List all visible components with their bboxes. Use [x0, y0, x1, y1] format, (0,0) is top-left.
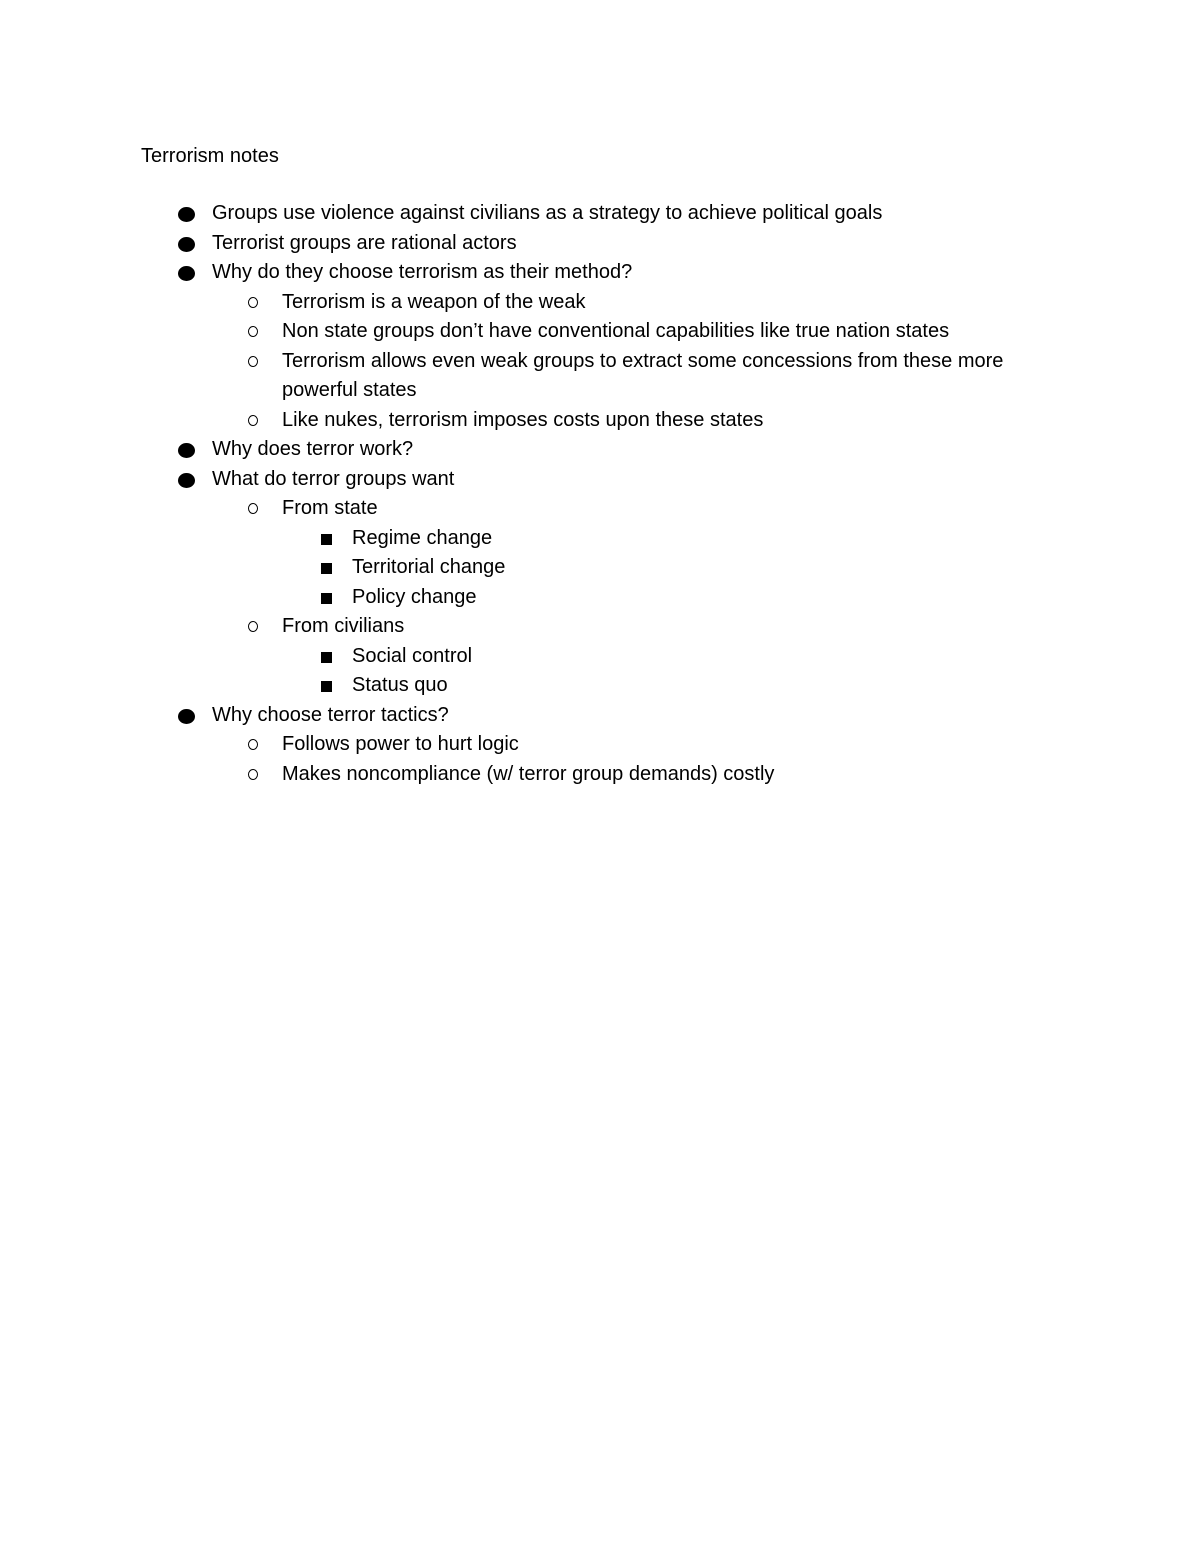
list-item [0, 494, 1200, 524]
list-item-text: Status quo [352, 674, 448, 696]
filled-square-bullet-icon [321, 563, 332, 574]
list-item [0, 435, 1200, 465]
list-item-text: From state [282, 497, 378, 519]
notes-list [0, 199, 1200, 789]
hollow-circle-bullet-icon [248, 503, 258, 514]
hollow-circle-bullet-icon [248, 621, 258, 632]
list-item [0, 701, 1200, 731]
list-item-text: Terrorism allows even weak groups to extract some concessions from these more powerful states [282, 349, 1004, 401]
filled-circle-bullet-icon [178, 207, 195, 222]
list-item-text: What do terror groups want [212, 467, 455, 490]
filled-square-bullet-icon [321, 593, 332, 604]
hollow-circle-bullet-icon [248, 356, 258, 367]
list-item [0, 583, 1200, 613]
list-item-text: Social control [352, 644, 473, 667]
list-item [0, 760, 1200, 790]
hollow-circle-bullet-icon [248, 415, 258, 426]
hollow-circle-bullet-icon [248, 326, 258, 337]
list-item-text: Like nukes, terrorism imposes costs upon these states [282, 408, 764, 431]
list-item-text: Territorial change [352, 556, 506, 578]
list-item [0, 199, 1200, 229]
list-item-text: Follows power to hurt logic [282, 733, 519, 755]
list-item [0, 288, 1200, 318]
filled-square-bullet-icon [321, 652, 332, 663]
list-item-text: Terrorism is a weapon of the weak [282, 290, 586, 313]
list-item [0, 229, 1200, 259]
list-item [0, 612, 1200, 642]
list-item-text: Why choose terror tactics? [212, 703, 449, 726]
list-item-text: Regime change [352, 526, 493, 549]
filled-circle-bullet-icon [178, 443, 195, 458]
filled-circle-bullet-icon [178, 473, 195, 488]
list-item [0, 465, 1200, 495]
list-item-text: Why do they choose terrorism as their method? [212, 261, 633, 283]
list-item-text: Non state groups don’t have conventional capabilities like true nation states [282, 320, 950, 342]
list-item-text: From civilians [282, 615, 405, 637]
list-item [0, 258, 1200, 288]
list-item [0, 524, 1200, 554]
list-item [0, 671, 1200, 701]
hollow-circle-bullet-icon [248, 739, 258, 750]
list-item [0, 347, 1200, 406]
page-title: Terrorism notes [141, 145, 279, 167]
list-item-text: Policy change [352, 585, 477, 608]
list-item [0, 406, 1200, 436]
list-item [0, 730, 1200, 760]
list-item-text: Why does terror work? [212, 438, 414, 460]
list-item-text: Terrorist groups are rational actors [212, 231, 517, 254]
filled-circle-bullet-icon [178, 237, 195, 252]
filled-circle-bullet-icon [178, 266, 195, 281]
list-item-text: Groups use violence against civilians as a strategy to achieve political goals [212, 202, 883, 224]
filled-circle-bullet-icon [178, 709, 195, 724]
list-item [0, 553, 1200, 583]
filled-square-bullet-icon [321, 534, 332, 545]
hollow-circle-bullet-icon [248, 297, 258, 308]
filled-square-bullet-icon [321, 681, 332, 692]
hollow-circle-bullet-icon [248, 769, 258, 780]
list-item [0, 317, 1200, 347]
list-item-text: Makes noncompliance (w/ terror group demands) costly [282, 762, 775, 785]
list-item [0, 642, 1200, 672]
